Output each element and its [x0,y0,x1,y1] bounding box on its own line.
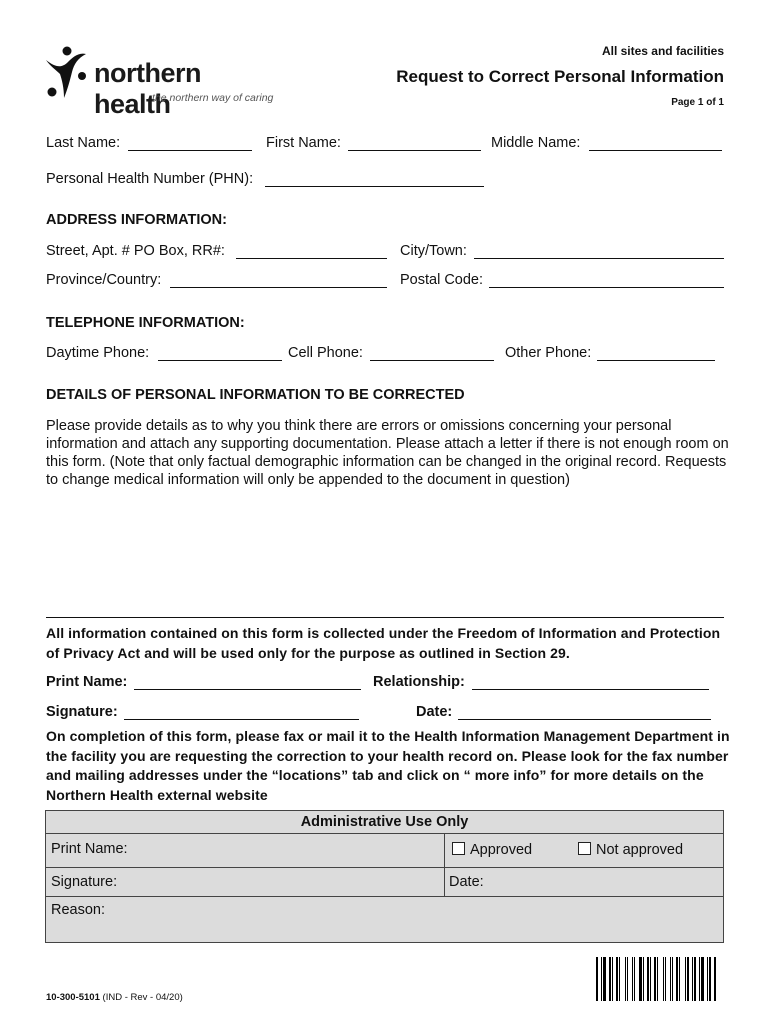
middle-name-label: Middle Name: [491,135,581,151]
city-field[interactable] [474,258,724,259]
phn-field[interactable] [265,186,484,187]
admin-row-reason [46,896,723,942]
admin-signature-label: Signature: [51,874,118,890]
details-heading: DETAILS OF PERSONAL INFORMATION TO BE CORRECTED [46,387,465,403]
signature-field[interactable] [124,719,359,720]
form-footer [46,992,183,1003]
admin-date-label: Date: [449,874,484,890]
postal-code-field[interactable] [489,287,724,288]
street-label: Street, Apt. # PO Box, RR#: [46,243,225,259]
daytime-phone-label: Daytime Phone: [46,345,150,361]
page-title: Request to Correct Personal Information [396,67,724,86]
admin-column-divider [444,834,445,868]
completion-notice: On completion of this form, please fax or mail it to the Health Information Management Department in the facility you are requesting the correction to your health record on. Please look for the fax number and mailing addresses under the “locations” tab and click on “ more info” for more details on the Northern Health external website [46,728,730,803]
admin-use-box [45,810,724,943]
logo-wordmark: northern health [94,58,201,119]
sites-label: All sites and facilities [601,44,724,58]
not-approved-checkbox[interactable] [578,842,683,858]
address-heading: ADDRESS INFORMATION: [46,212,227,228]
province-label: Province/Country: [46,272,162,288]
approved-checkbox[interactable] [452,842,532,858]
barcode-icon [596,957,724,1001]
city-label: City/Town: [400,243,467,259]
print-name-field[interactable] [134,689,361,690]
page-number: Page 1 of 1 [671,97,724,108]
logo-tagline: the northern way of caring [152,92,274,104]
admin-heading: Administrative Use Only [300,814,469,830]
foi-notice: All information contained on this form is collected under the Freedom of Information and Protection of Privacy Act and will be used only for the purpose as outlined in Section 29. [46,625,721,661]
not-approved-label: Not approved [596,842,684,858]
first-name-label: First Name: [266,135,341,151]
details-instructions: Please provide details as to why you think there are errors or omissions concerning your personal information and attach any supporting documentation. Please attach a letter if there is not enough room on this form. (Note that only factual demographic information can be changed in the original record. Requests to change medical information will only be appended to the document in question) [46,418,729,488]
admin-reason-label: Reason: [51,902,106,918]
admin-print-name-label: Print Name: [51,841,128,857]
relationship-field[interactable] [472,689,709,690]
daytime-phone-field[interactable] [158,360,282,361]
date-label: Date: [416,704,453,720]
telephone-heading: TELEPHONE INFORMATION: [46,315,245,331]
first-name-field[interactable] [348,150,481,151]
checkbox-icon [452,842,465,855]
phn-label: Personal Health Number (PHN): [46,171,254,187]
details-text-area[interactable] [46,495,724,617]
admin-column-divider [444,868,445,897]
form-number: 10-300-5101 [46,992,100,1003]
cell-phone-label: Cell Phone: [288,345,363,361]
last-name-field[interactable] [128,150,252,151]
postal-code-label: Postal Code: [400,272,484,288]
cell-phone-field[interactable] [370,360,494,361]
street-field[interactable] [236,258,387,259]
checkbox-icon [578,842,591,855]
other-phone-label: Other Phone: [505,345,592,361]
date-field[interactable] [458,719,711,720]
northern-health-figure-icon [44,46,88,100]
approved-label: Approved [470,842,533,858]
signature-label: Signature: [46,704,118,720]
last-name-label: Last Name: [46,135,121,151]
province-field[interactable] [170,287,387,288]
middle-name-field[interactable] [589,150,722,151]
admin-row-signature [46,867,723,896]
admin-row-print-name [46,833,723,867]
print-name-label: Print Name: [46,674,128,690]
form-revision: (IND - Rev - 04/20) [102,992,183,1003]
other-phone-field[interactable] [597,360,715,361]
relationship-label: Relationship: [373,674,465,690]
northern-health-logo [44,46,284,119]
details-divider [46,617,724,618]
